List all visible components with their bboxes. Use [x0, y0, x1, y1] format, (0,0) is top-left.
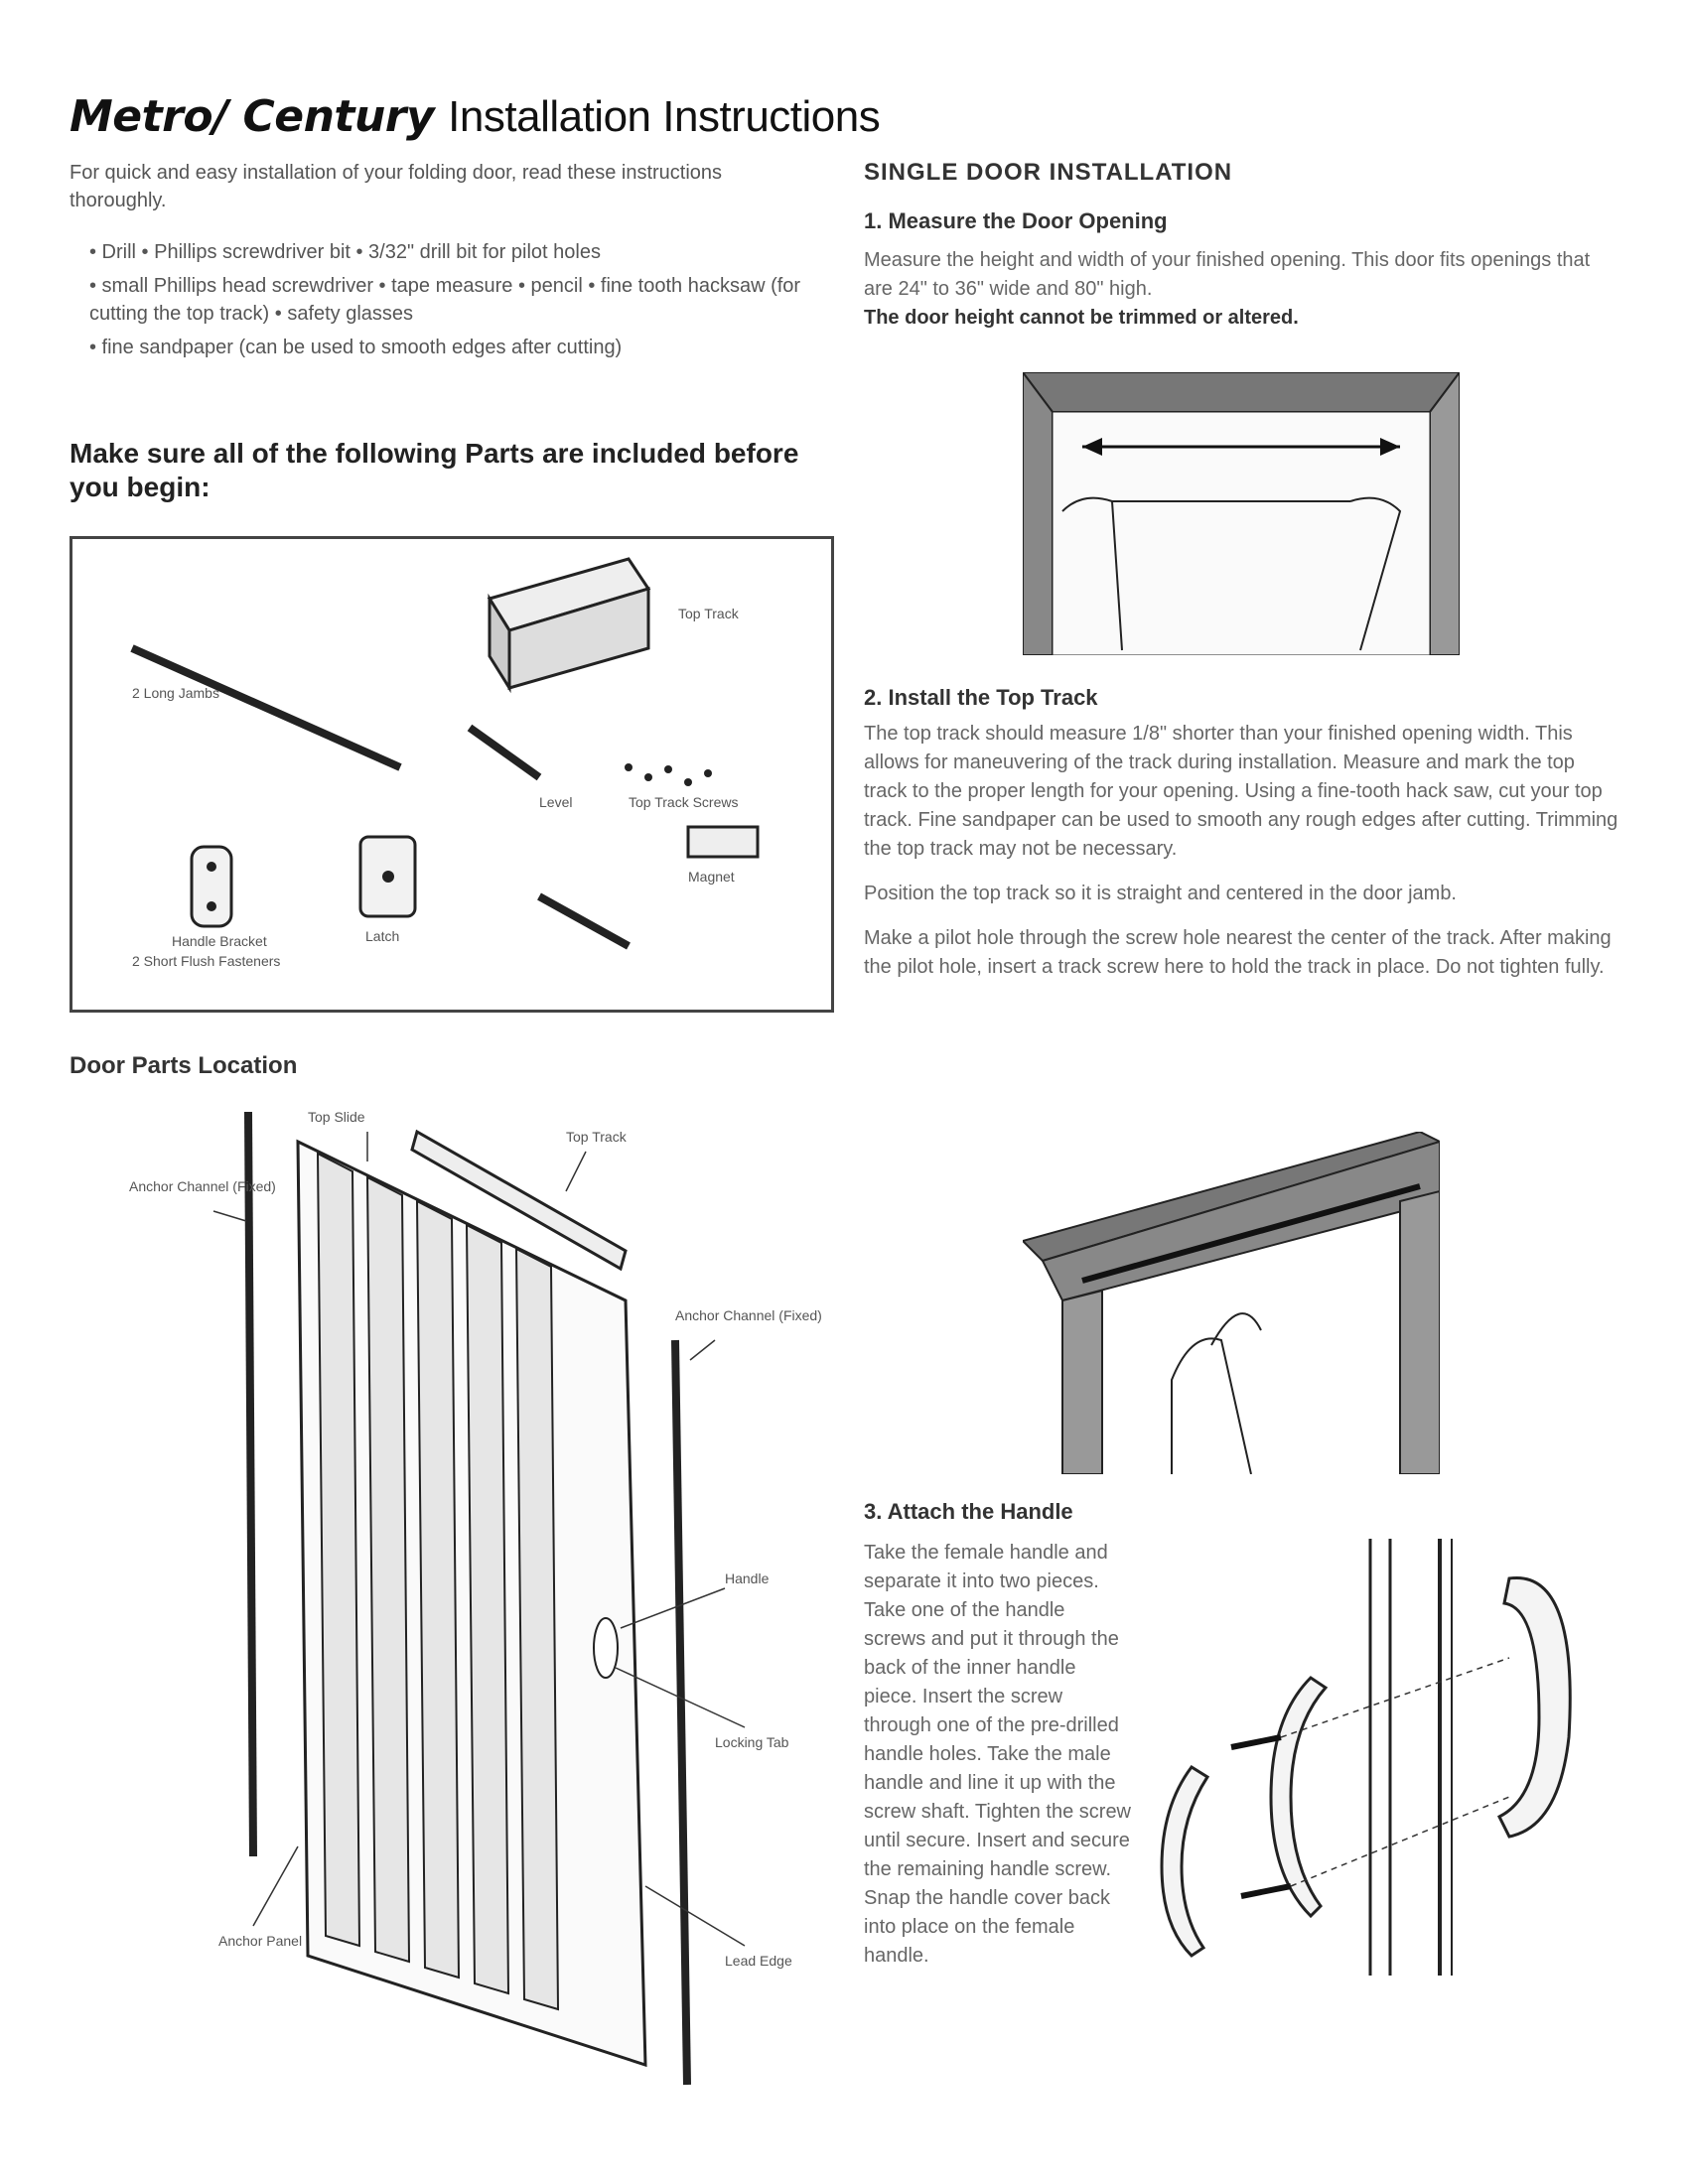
part-label-top-track: Top Track	[678, 606, 739, 621]
step1-text: Measure the height and width of your finished opening. This door fits openings that are 24" to 36" wide and 80" high.	[864, 249, 1591, 300]
handle-bracket-icon	[192, 847, 231, 926]
title-text: Installation Instructions	[448, 92, 881, 141]
label-locking-tab: Locking Tab	[715, 1734, 789, 1750]
handle-cover-icon	[1162, 1767, 1207, 1956]
tools-list	[89, 238, 804, 367]
part-label-screws: Top Track Screws	[629, 794, 739, 810]
part-label-bracket: Handle Bracket	[172, 933, 267, 949]
step3-title: 3. Attach the Handle	[864, 1499, 1073, 1524]
location-heading: Door Parts Location	[70, 1052, 298, 1079]
right-channel-bar	[675, 1340, 687, 2085]
part-label-level: Level	[539, 794, 573, 810]
step2-p3: Make a pilot hole through the screw hole nearest the center of the track. After making the pilot hole, insert a track screw here to hold the track in place. Do not tighten fully.	[864, 927, 1612, 978]
part-label-magnet: Magnet	[688, 869, 735, 885]
magnet-icon	[688, 827, 758, 857]
step2-body	[864, 720, 1618, 982]
page-title	[70, 91, 880, 142]
install-track-illustration	[1023, 1132, 1440, 1474]
screw-upper-icon	[1231, 1737, 1281, 1747]
label-handle: Handle	[725, 1570, 770, 1586]
parts-box	[70, 536, 834, 1013]
handle-location-icon	[594, 1618, 618, 1678]
tools-item-2: • small Phillips head screwdriver • tape measure • pencil • fine tooth hacksaw (for cutting the top track) • safety glasses	[89, 275, 801, 325]
measure-opening-illustration	[1023, 372, 1460, 655]
label-anchor-channel-left: Anchor Channel (Fixed)	[129, 1178, 276, 1194]
step3-body	[864, 1539, 1132, 1971]
label-top-slide: Top Slide	[308, 1109, 365, 1125]
tools-item-1: • Drill • Phillips screwdriver bit • 3/32" drill bit for pilot holes	[89, 241, 601, 263]
attach-handle-illustration	[1142, 1539, 1638, 1985]
parts-heading: Make sure all of the following Parts are included before you begin:	[70, 438, 799, 502]
parts-illustration	[72, 539, 831, 1010]
step2-p2: Position the top track so it is straight and centered in the door jamb.	[864, 883, 1457, 904]
inner-handle-icon	[1271, 1678, 1326, 1916]
part-label-latch: Latch	[365, 928, 400, 944]
label-anchor-channel-right: Anchor Channel (Fixed)	[675, 1307, 822, 1323]
step1-body	[864, 246, 1618, 333]
label-lead-edge: Lead Edge	[725, 1953, 792, 1969]
tools-item-3: • fine sandpaper (can be used to smooth edges after cutting)	[89, 337, 623, 358]
left-channel-bar	[248, 1112, 253, 1856]
part-label-jambs: 2 Long Jambs	[132, 685, 219, 701]
step2-p1: The top track should measure 1/8" shorter than your finished opening width. This allows for maneuvering of the track during installation. Measure and mark the top track to the proper length for your opening. Using a fine-tooth hack saw, cut your top track. Fine sandpaper can be used to smooth any rough edges after cutting. Trimming the top track may not be necessary.	[864, 723, 1618, 860]
step2-title: 2. Install the Top Track	[864, 685, 1098, 710]
male-handle-icon	[1499, 1577, 1570, 1837]
step1-title: 1. Measure the Door Opening	[864, 208, 1168, 233]
latch-icon	[360, 837, 415, 916]
screws-icon	[625, 763, 712, 786]
brand-name: Metro/ Century	[70, 91, 435, 142]
label-anchor-panel: Anchor Panel	[218, 1933, 303, 1949]
screw-lower-icon	[1241, 1886, 1291, 1896]
step3-text: Take the female handle and separate it into two pieces. Take one of the handle screws and put it through the back of the inner handle piece. Insert the screw through one of the pre-drilled handle holes. Take the male handle and line it up with the screw shaft. Tighten the screw until secure. Insert and secure the remaining handle screw. Snap the handle cover back into place on the female handle.	[864, 1542, 1132, 1967]
step1-bold: The door height cannot be trimmed or altered.	[864, 307, 1299, 329]
intro-text: For quick and easy installation of your folding door, read these instructions thoroughly.	[70, 162, 723, 211]
door-parts-illustration	[70, 1092, 824, 2134]
top-track-part-icon	[490, 559, 648, 688]
single-door-heading: SINGLE DOOR INSTALLATION	[864, 159, 1233, 186]
label-top-track: Top Track	[566, 1129, 627, 1145]
part-label-fasteners: 2 Short Flush Fasteners	[132, 953, 281, 969]
